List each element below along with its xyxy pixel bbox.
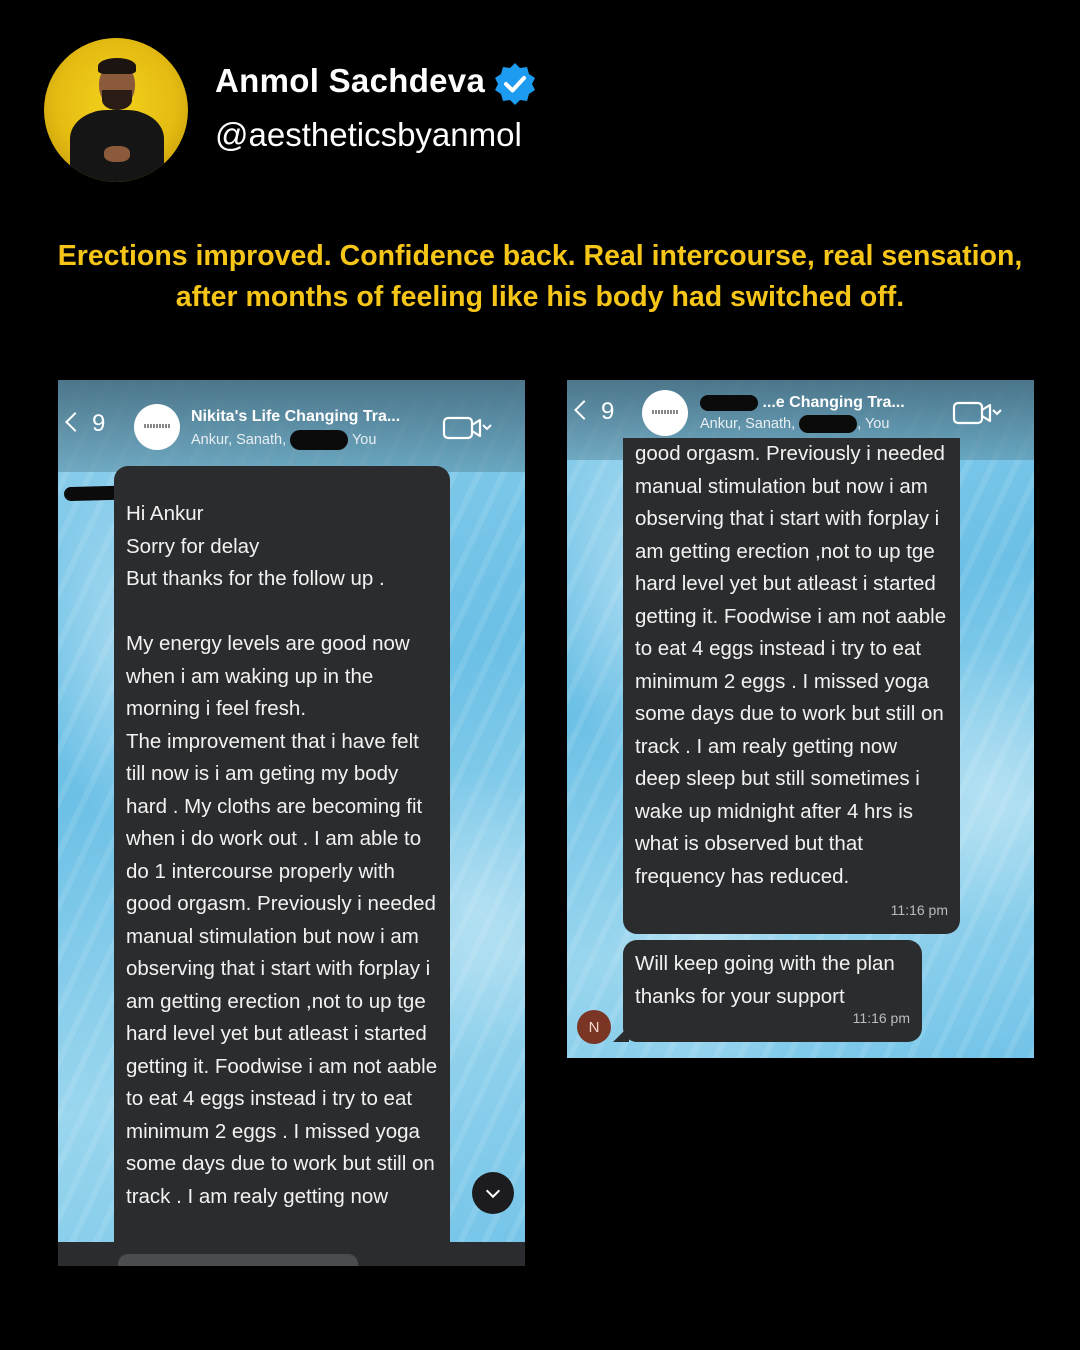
verified-badge-icon — [492, 61, 538, 107]
message-composer[interactable] — [58, 1242, 525, 1266]
chevron-left-icon — [574, 400, 594, 420]
chevron-left-icon — [65, 412, 85, 432]
message-text: Hi Ankur Sorry for delay But thanks for the follow up . My energy levels are good now when i am waking up in the morning i feel fresh. The improvement that i have felt till now is i am geting my body hard . My cloths are becoming fit when i do work out . I am able to do 1 intercourse properly with good orgasm. Previously i needed manual stimulation but now i am observing that i start with forplay i am getting erection ,not to up tge hard level yet but atleast i started getting it. Foodwise i am not aable to eat 4 eggs instead i try to eat minimum 2 eggs . I missed yoga some days due to work but still on track . I am realy getting now — [126, 502, 438, 1208]
chat-screenshot-left — [58, 380, 525, 1266]
author-handle[interactable]: @aestheticsbyanmol — [215, 116, 522, 153]
back-button[interactable] — [577, 398, 614, 426]
message-bubble[interactable] — [114, 466, 450, 1266]
author-avatar[interactable] — [44, 38, 188, 182]
group-title[interactable] — [700, 394, 905, 412]
group-avatar[interactable] — [642, 390, 688, 436]
video-call-icon[interactable] — [442, 415, 492, 441]
group-avatar[interactable] — [134, 404, 180, 450]
members-end: You — [351, 431, 377, 448]
group-title[interactable]: Nikita's Life Changing Tra... — [191, 408, 401, 425]
chat-header — [58, 380, 525, 472]
members-start: Ankur, Sanath, — [191, 431, 287, 448]
message-bubble[interactable] — [623, 940, 922, 1042]
message-time: 11:16 pm — [890, 901, 948, 918]
message-bubble[interactable] — [623, 438, 960, 934]
redaction — [799, 415, 857, 433]
message-text: good orgasm. Previously i needed manual stimulation but now i am observing that i start with forplay i am getting erection ,not to up tge hard level yet but atleast i started getting it. Foodwise i am not aable to eat 4 eggs instead i try to eat minimum 2 eggs . I missed yoga some days due to work but still on track . I am realy getting now deep sleep but still sometimes i wake up midnight after 4 hrs is what is observed but that frequency has reduced. — [635, 442, 947, 888]
chevron-down-icon — [486, 1184, 500, 1198]
message-text: Will keep going with the plan thanks for your support — [635, 952, 895, 1008]
group-members — [700, 415, 889, 433]
members-end: , You — [857, 415, 890, 432]
redaction — [700, 395, 758, 411]
sender-avatar[interactable]: N — [577, 1010, 611, 1044]
group-title-text: ...e Changing Tra... — [762, 394, 905, 411]
redaction — [290, 430, 348, 450]
post-headline: Erections improved. Confidence back. Real intercourse, real sensation, after months of feeling like his body had switched off. — [57, 240, 1023, 313]
message-input[interactable] — [118, 1254, 358, 1266]
group-members — [191, 430, 376, 450]
unread-count: 9 — [92, 410, 106, 437]
scroll-down-button[interactable] — [472, 1172, 514, 1214]
members-start: Ankur, Sanath, — [700, 415, 796, 432]
message-time: 11:16 pm — [852, 1009, 910, 1026]
back-button[interactable] — [68, 410, 105, 438]
video-call-icon[interactable] — [952, 400, 1002, 426]
unread-count: 9 — [601, 398, 615, 425]
chat-screenshot-right — [567, 380, 1034, 1058]
author-name[interactable]: Anmol Sachdeva — [215, 62, 486, 99]
